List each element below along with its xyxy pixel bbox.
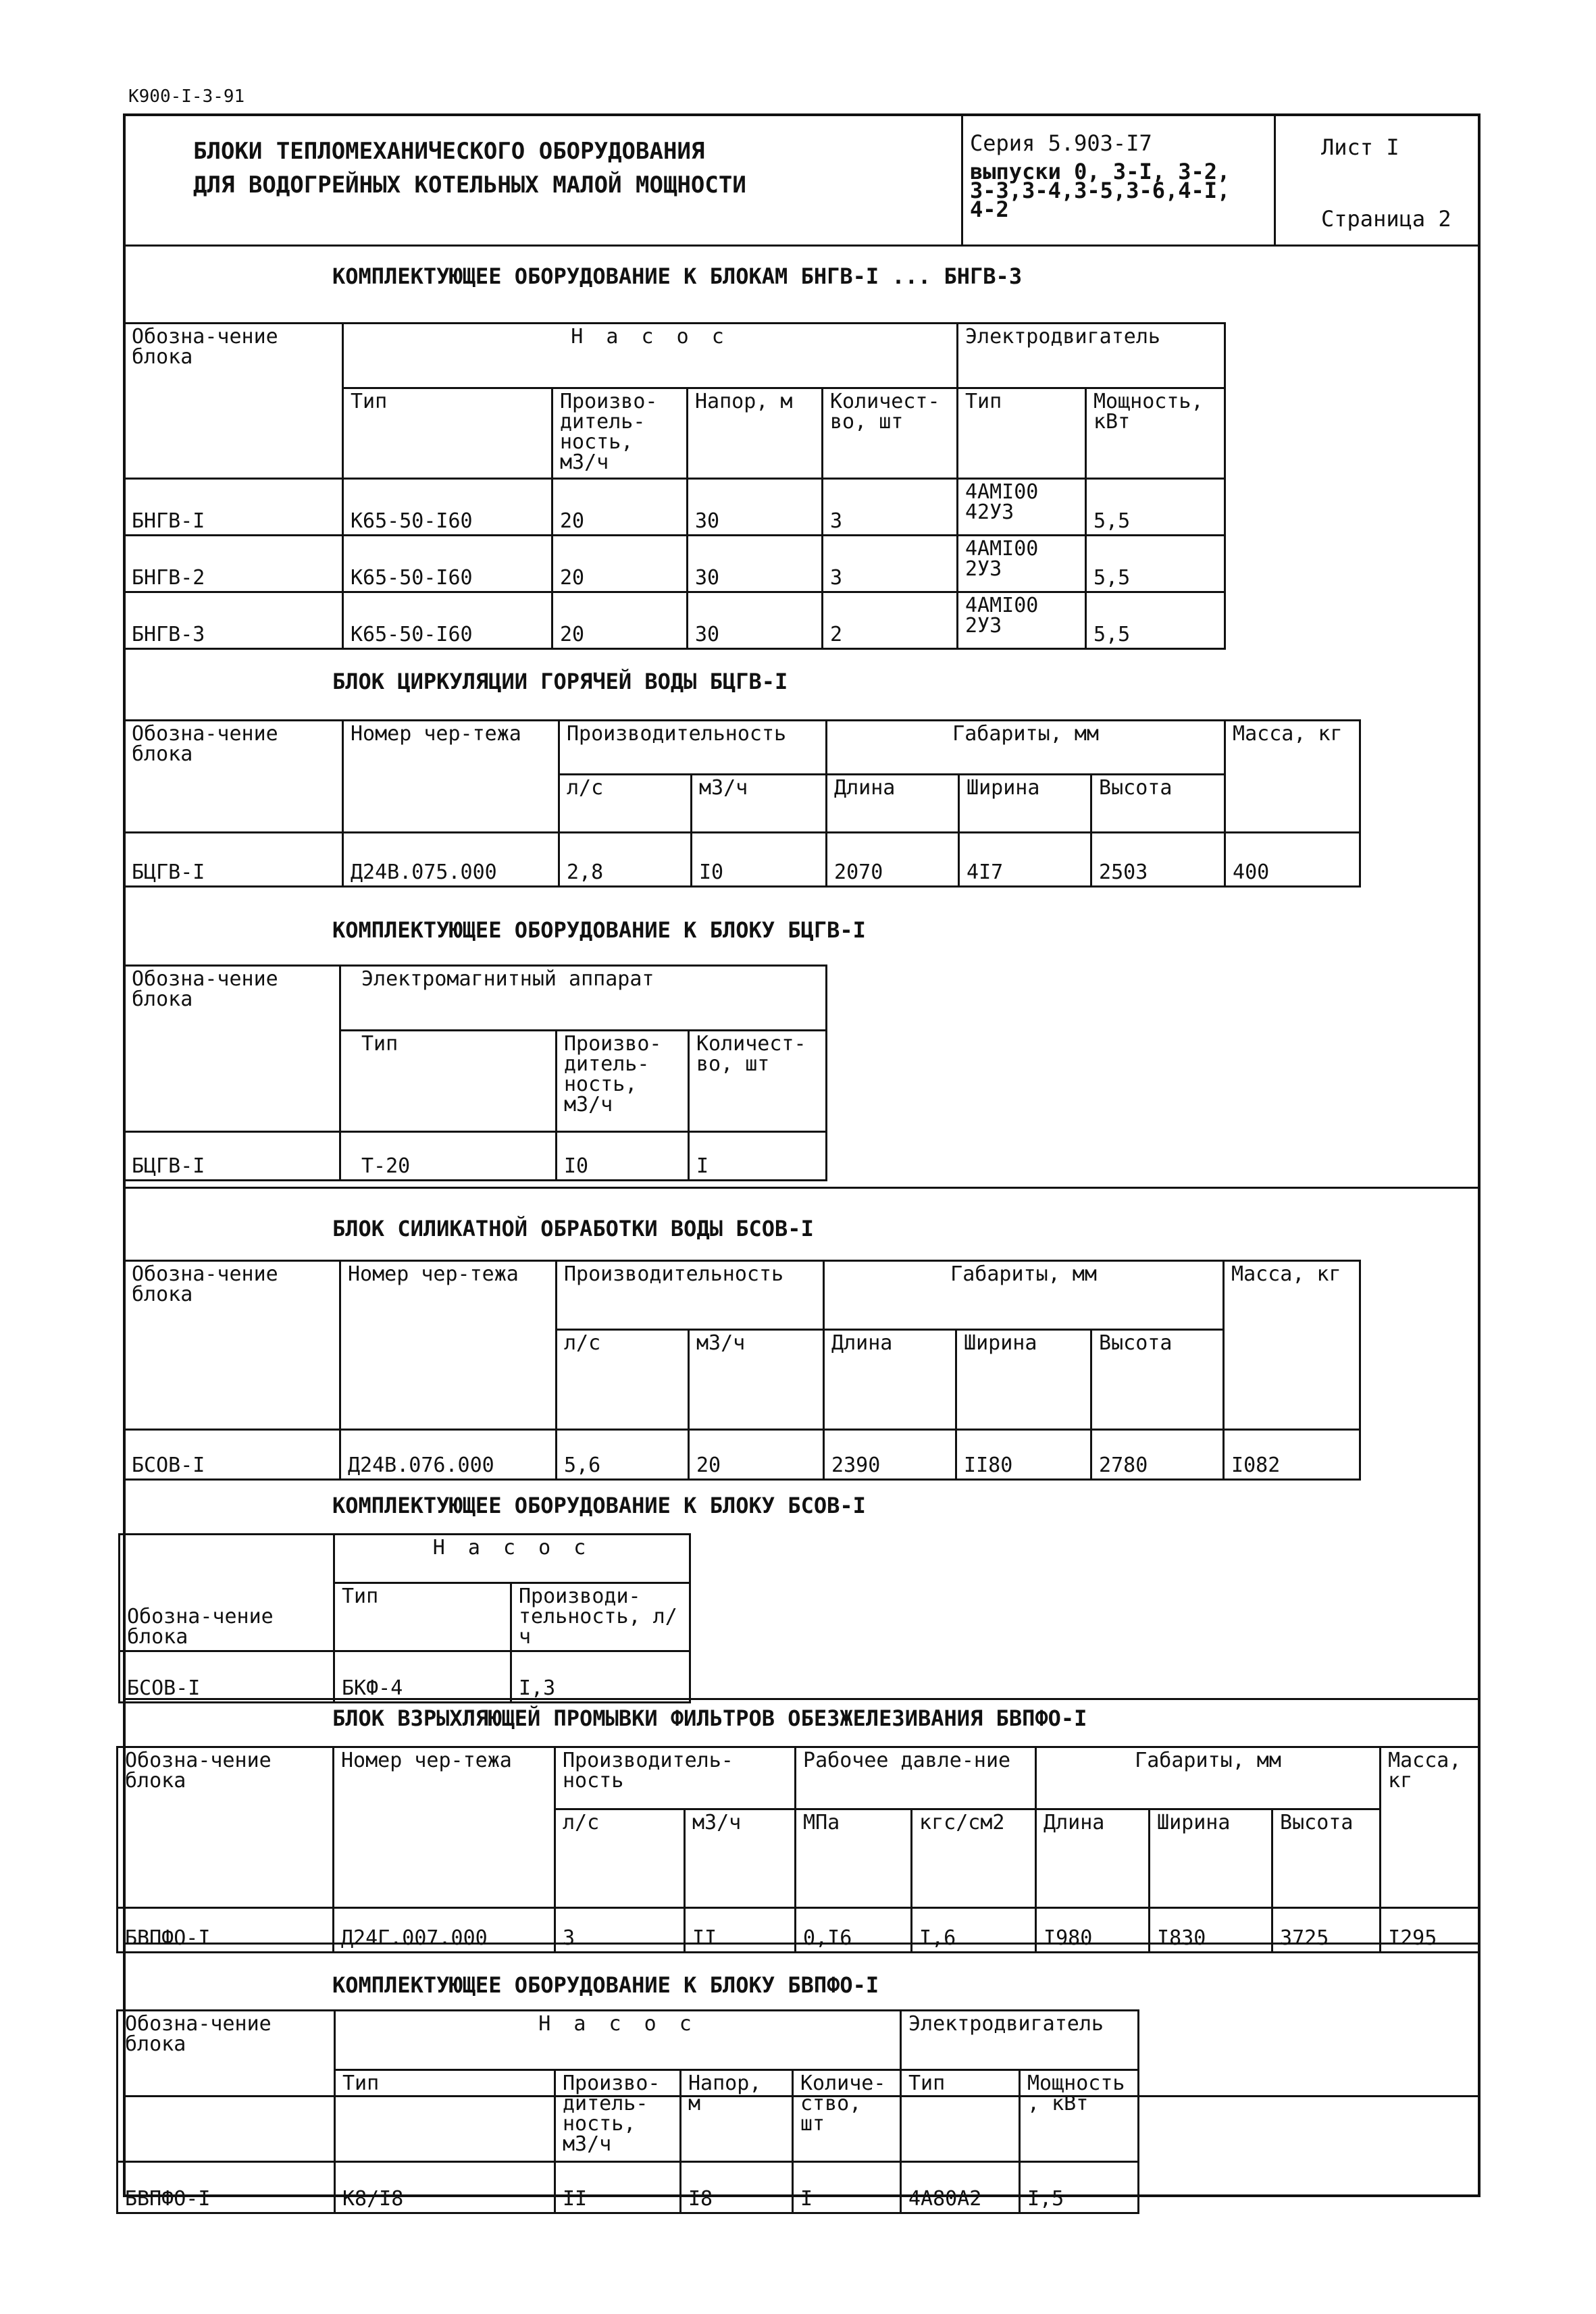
cell-qty: 3 xyxy=(823,479,958,536)
header-motor-type: Тип xyxy=(958,388,1086,479)
header-height: Высота xyxy=(1091,775,1225,833)
cell-m3h: I0 xyxy=(692,833,827,887)
header-capacity: Произво-дитель-ность, м3/ч xyxy=(557,1031,689,1132)
section-1-title: КОМПЛЕКТУЮЩЕЕ ОБОРУДОВАНИЕ К БЛОКАМ БНГВ-I ... БНГВ-3 xyxy=(332,263,1023,289)
header-capacity: Производитель-ность xyxy=(555,1747,796,1809)
series-number: Серия 5.903-I7 xyxy=(970,130,1152,156)
header-block: Обозна-чение блока xyxy=(124,324,343,479)
doc-title-line-2: ДЛЯ ВОДОГРЕЙНЫХ КОТЕЛЬНЫХ МАЛОЙ МОЩНОСТИ xyxy=(193,172,746,199)
cell-head: 30 xyxy=(688,592,823,649)
cell-height: 2503 xyxy=(1091,833,1225,887)
cell-block: БСОВ-I xyxy=(120,1651,334,1703)
header-pump-capacity: Произво-дитель-ность, м3/ч xyxy=(552,388,688,479)
table-bsov-block xyxy=(123,1260,1361,1481)
cell-motor-type: 4АМI00 42У3 xyxy=(958,479,1086,536)
header-capacity: Производительность xyxy=(557,1261,824,1330)
header-type: Тип xyxy=(334,1583,511,1651)
table-bcgv-block xyxy=(123,719,1361,888)
cell-pump-type: К65-50-I60 xyxy=(343,479,552,536)
cell-capacity: 20 xyxy=(552,592,688,649)
cell-motor-type: 4АМI00 2У3 xyxy=(958,592,1086,649)
cell-motor-type: 4А80А2 xyxy=(901,2162,1020,2213)
cell-pump-type: К65-50-I60 xyxy=(343,592,552,649)
header-capacity: Производи-тельность, л/ч xyxy=(511,1583,690,1651)
header-motor: Электродвигатель xyxy=(958,324,1225,388)
cell-block: БНГВ-I xyxy=(124,479,343,536)
header-block: Обозна-чение блока xyxy=(124,966,340,1132)
cell-block: БНГВ-2 xyxy=(124,536,343,592)
series-issues-3: 4-2 xyxy=(970,197,1009,222)
cell-length: 2070 xyxy=(827,833,959,887)
header-block: Обозна-чение блока xyxy=(124,1261,340,1430)
cell-power: I,5 xyxy=(1020,2162,1139,2213)
table-row xyxy=(124,592,1225,649)
header-height: Высота xyxy=(1091,1330,1224,1430)
header-capacity: Производительность xyxy=(559,721,827,775)
cell-mpa: 0,I6 xyxy=(796,1908,912,1953)
header-length: Длина xyxy=(824,1330,956,1430)
header-length: Длина xyxy=(1036,1809,1150,1908)
header-motor-power: Мощность, кВт xyxy=(1020,2070,1139,2162)
cell-type: БКФ-4 xyxy=(334,1651,511,1703)
cell-head: I8 xyxy=(681,2162,793,2213)
cell-width: I830 xyxy=(1150,1908,1272,1953)
header-height: Высота xyxy=(1272,1809,1381,1908)
header-dimensions: Габариты, мм xyxy=(1036,1747,1381,1809)
header-pump: Н а с о с xyxy=(335,2011,901,2070)
section-4-title: БЛОК СИЛИКАТНОЙ ОБРАБОТКИ ВОДЫ БСОВ-I xyxy=(332,1216,814,1241)
cell-pump-type: К65-50-I60 xyxy=(343,536,552,592)
table-row xyxy=(120,1651,690,1703)
header-drawing: Номер чер-тежа xyxy=(334,1747,555,1908)
cell-drawing: Д24В.075.000 xyxy=(343,833,559,887)
cell-ls: 2,8 xyxy=(559,833,692,887)
header-mpa: МПа xyxy=(796,1809,912,1908)
header-pressure: Рабочее давле-ние xyxy=(796,1747,1036,1809)
cell-block: БВПФО-I xyxy=(118,2162,335,2213)
header-dimensions: Габариты, мм xyxy=(824,1261,1224,1330)
cell-capacity: II xyxy=(555,2162,681,2213)
section-7-title: КОМПЛЕКТУЮЩЕЕ ОБОРУДОВАНИЕ К БЛОКУ БВПФО-I xyxy=(332,1972,879,1998)
cell-m3h: II xyxy=(685,1908,796,1953)
header-mass: Масса, кг xyxy=(1381,1747,1479,1908)
cell-length: 2390 xyxy=(824,1430,956,1480)
header-block: Обозна-чение блока xyxy=(118,2011,335,2162)
table-row xyxy=(124,479,1225,536)
header-pump: Н а с о с xyxy=(334,1535,690,1583)
header-motor-type: Тип xyxy=(901,2070,1020,2162)
table-row xyxy=(118,2162,1139,2213)
cell-width: 4I7 xyxy=(959,833,1091,887)
header-length: Длина xyxy=(827,775,959,833)
cell-qty: I xyxy=(689,1132,827,1181)
header-block: Обозна-чение блока xyxy=(124,721,343,833)
cell-qty: 2 xyxy=(823,592,958,649)
header-dimensions: Габариты, мм xyxy=(827,721,1225,775)
cell-pump-type: К8/I8 xyxy=(335,2162,555,2213)
cell-block: БВПФО-I xyxy=(118,1908,334,1953)
header-ls: л/с xyxy=(555,1809,685,1908)
cell-head: 30 xyxy=(688,479,823,536)
header-motor: Электродвигатель xyxy=(901,2011,1139,2070)
table-row xyxy=(124,833,1360,887)
header-width: Ширина xyxy=(956,1330,1091,1430)
cell-mass: 400 xyxy=(1225,833,1360,887)
cell-mass: I082 xyxy=(1224,1430,1360,1480)
cell-capacity: 20 xyxy=(552,479,688,536)
header-m3h: м3/ч xyxy=(689,1330,824,1430)
header-ls: л/с xyxy=(557,1330,689,1430)
table-row xyxy=(124,1132,827,1181)
cell-m3h: 20 xyxy=(689,1430,824,1480)
cell-drawing: Д24В.076.000 xyxy=(340,1430,557,1480)
cell-capacity: 20 xyxy=(552,536,688,592)
table-row xyxy=(124,1430,1360,1480)
header-pump-type: Тип xyxy=(335,2070,555,2162)
header-pump-type: Тип xyxy=(343,388,552,479)
cell-length: I980 xyxy=(1036,1908,1150,1953)
section-divider-1 xyxy=(126,1187,1478,1189)
header-drawing: Номер чер-тежа xyxy=(343,721,559,833)
cell-height: 2780 xyxy=(1091,1430,1224,1480)
table-bsov-equipment xyxy=(118,1533,691,1703)
cell-drawing: Д24Г.007.000 xyxy=(334,1908,555,1953)
section-5-title: КОМПЛЕКТУЮЩЕЕ ОБОРУДОВАНИЕ К БЛОКУ БСОВ-I xyxy=(332,1493,866,1518)
sheet-number: Лист I xyxy=(1321,134,1399,160)
header-m3h: м3/ч xyxy=(692,775,827,833)
header-kgs: кгс/см2 xyxy=(912,1809,1036,1908)
cell-block: БЦГВ-I xyxy=(124,833,343,887)
series-issues-2: 3-3,3-4,3-5,3-6,4-I, xyxy=(970,178,1231,203)
cell-head: 30 xyxy=(688,536,823,592)
cell-mass: I295 xyxy=(1381,1908,1479,1953)
table-bcgv-equipment xyxy=(123,965,827,1181)
header-type: Тип xyxy=(340,1031,557,1132)
cell-ls: 3 xyxy=(555,1908,685,1953)
header-mass: Масса, кг xyxy=(1224,1261,1360,1430)
cell-capacity: I,3 xyxy=(511,1651,690,1703)
cell-block: БНГВ-3 xyxy=(124,592,343,649)
page-number: Страница 2 xyxy=(1321,206,1451,232)
header-block: Обозна-чение блока xyxy=(120,1535,334,1651)
header-qty: Количест-во, шт xyxy=(689,1031,827,1132)
cell-block: БЦГВ-I xyxy=(124,1132,340,1181)
cell-motor-type: 4АМI00 2У3 xyxy=(958,536,1086,592)
header-width: Ширина xyxy=(1150,1809,1272,1908)
cell-qty: 3 xyxy=(823,536,958,592)
header-pump-qty: Количе-ство, шт xyxy=(793,2070,901,2162)
section-2-title: БЛОК ЦИРКУЛЯЦИИ ГОРЯЧЕЙ ВОДЫ БЦГВ-I xyxy=(332,669,788,694)
document-code: К900-I-3-91 xyxy=(128,86,245,107)
table-bvpfo-equipment xyxy=(116,2009,1139,2214)
header-pump-head: Напор, м xyxy=(681,2070,793,2162)
cell-height: 3725 xyxy=(1272,1908,1381,1953)
cell-qty: I xyxy=(793,2162,901,2213)
cell-capacity: I0 xyxy=(557,1132,689,1181)
cell-kgs: I,6 xyxy=(912,1908,1036,1953)
title-block-divider xyxy=(126,245,1478,247)
table-bvpfo-block xyxy=(116,1746,1480,1953)
series-issues-1: выпуски 0, 3-I, 3-2, xyxy=(970,159,1231,184)
header-m3h: м3/ч xyxy=(685,1809,796,1908)
cell-power: 5,5 xyxy=(1086,479,1225,536)
cell-ls: 5,6 xyxy=(557,1430,689,1480)
header-apparatus: Электромагнитный аппарат xyxy=(340,966,827,1031)
table-row xyxy=(118,1908,1479,1953)
header-ls: л/с xyxy=(559,775,692,833)
header-block: Обозна-чение блока xyxy=(118,1747,334,1908)
title-block-vline-2 xyxy=(1274,116,1276,245)
cell-type: Т-20 xyxy=(340,1132,557,1181)
header-pump: Н а с о с xyxy=(343,324,958,388)
section-3-title: КОМПЛЕКТУЮЩЕЕ ОБОРУДОВАНИЕ К БЛОКУ БЦГВ-I xyxy=(332,917,866,943)
cell-power: 5,5 xyxy=(1086,536,1225,592)
cell-block: БСОВ-I xyxy=(124,1430,340,1480)
header-pump-qty: Количест-во, шт xyxy=(823,388,958,479)
header-pump-head: Напор, м xyxy=(688,388,823,479)
table-pump-motors-bngv xyxy=(123,322,1226,650)
header-width: Ширина xyxy=(959,775,1091,833)
header-drawing: Номер чер-тежа xyxy=(340,1261,557,1430)
doc-title-line-1: БЛОКИ ТЕПЛОМЕХАНИЧЕСКОГО ОБОРУДОВАНИЯ xyxy=(193,138,705,165)
header-pump-capacity: Произво-дитель-ность, м3/ч xyxy=(555,2070,681,2162)
table-row xyxy=(124,536,1225,592)
title-block-vline-1 xyxy=(961,116,963,245)
header-motor-power: Мощность, кВт xyxy=(1086,388,1225,479)
section-6-title: БЛОК ВЗРЫХЛЯЮЩЕЙ ПРОМЫВКИ ФИЛЬТРОВ ОБЕЗЖЕЛЕЗИВАНИЯ БВПФО-I xyxy=(332,1705,1087,1731)
header-mass: Масса, кг xyxy=(1225,721,1360,833)
cell-power: 5,5 xyxy=(1086,592,1225,649)
cell-width: II80 xyxy=(956,1430,1091,1480)
